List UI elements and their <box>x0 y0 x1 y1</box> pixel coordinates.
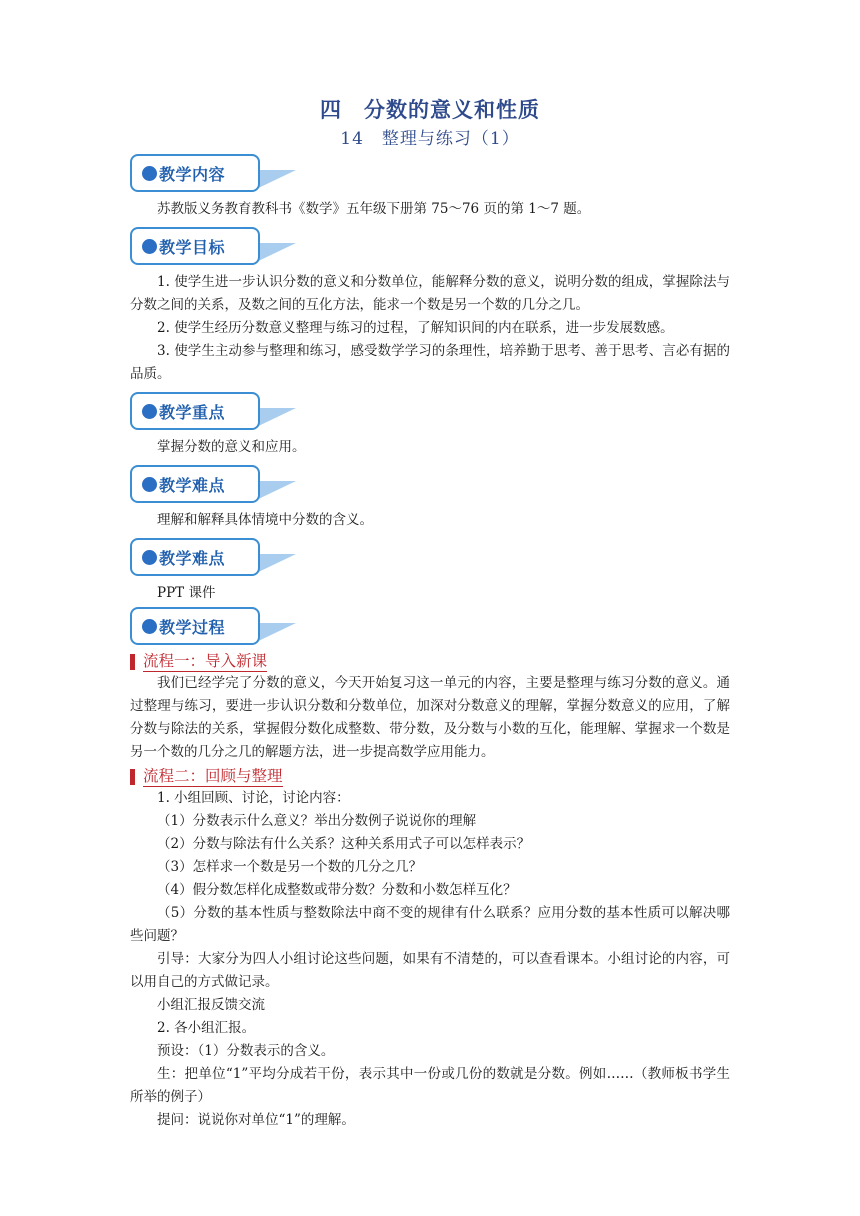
bullet-dot-icon <box>142 166 157 181</box>
flow2-paragraph: 1. 小组回顾、讨论，讨论内容： <box>157 790 350 806</box>
section-header-content <box>130 154 300 194</box>
goal-item: 1. 使学生进一步认识分数的意义和分数单位，能解释分数的意义，说明分数的组成，掌握除法与分数之间的关系，及数之间的互化方法，能求一个数是另一个数的几分之几。 <box>130 274 730 313</box>
section-label: 教学重点 <box>159 402 226 422</box>
lesson-title: 14 整理与练习（1） <box>340 129 520 149</box>
flow2-paragraph: 2. 各小组汇报。 <box>157 1020 256 1036</box>
section-header-key-points <box>130 392 300 432</box>
flow-heading-1 <box>130 651 730 672</box>
key-points-text: 掌握分数的意义和应用。 <box>157 439 306 455</box>
flow-bar-icon <box>130 654 135 670</box>
section-header-process <box>130 607 300 647</box>
flow2-paragraph: 小组汇报反馈交流 <box>157 997 265 1013</box>
flow2-paragraph: （1）分数表示什么意义？举出分数例子说说你的理解 <box>157 813 477 829</box>
flow-heading-text: 流程一：导入新课 <box>143 652 268 670</box>
flow2-paragraph: （3）怎样求一个数是另一个数的几分之几？ <box>157 859 423 875</box>
goal-item: 2. 使学生经历分数意义整理与练习的过程，了解知识间的内在联系，进一步发展数感。 <box>157 320 674 336</box>
flow2-paragraph: 引导：大家分为四人小组讨论这些问题，如果有不清楚的，可以查看课本。小组讨论的内容，可以用自己的方式做记录。 <box>130 951 730 990</box>
goal-item: 3. 使学生主动参与整理和练习，感受数学学习的条理性，培养勤于思考、善于思考、言必有据的品质。 <box>130 343 730 382</box>
section-label: 教学目标 <box>159 237 226 257</box>
flow-heading-text: 流程二：回顾与整理 <box>143 767 283 785</box>
chapter-title: 四 分数的意义和性质 <box>320 98 540 122</box>
content-text: 苏教版义务教育教科书《数学》五年级下册第 75～76 页的第 1～7 题。 <box>157 201 591 217</box>
bullet-dot-icon <box>142 619 157 634</box>
section-label: 教学内容 <box>159 164 226 184</box>
difficulties-text: 理解和解释具体情境中分数的含义。 <box>157 512 373 528</box>
section-tab <box>130 392 260 430</box>
lesson-plan-page <box>130 90 730 1132</box>
bullet-dot-icon <box>142 550 157 565</box>
flow2-paragraph: 提问：说说你对单位“1”的理解。 <box>157 1112 355 1128</box>
section-label: 教学过程 <box>159 617 226 637</box>
section-tab <box>130 607 260 645</box>
flow-heading-2 <box>130 766 730 787</box>
materials-text: PPT 课件 <box>157 585 216 601</box>
flow2-paragraph: （2）分数与除法有什么关系？这种关系用式子可以怎样表示？ <box>157 836 531 852</box>
flow2-paragraph: 预设：（1）分数表示的含义。 <box>157 1043 335 1059</box>
flow1-text: 我们已经学完了分数的意义，今天开始复习这一单元的内容，主要是整理与练习分数的意义。通过整理与练习，要进一步认识分数和分数单位，加深对分数意义的理解，掌握分数意义的应用，了解分数与除法的关系，掌握假分数化成整数、带分数，及分数与小数的互化，能理解、掌握求一个数是另一个数的几分之几的解题方法，进一步提高数学应用能力。 <box>130 675 730 760</box>
section-header-goals <box>130 227 300 267</box>
section-label: 教学难点 <box>159 548 226 568</box>
section-header-difficulties <box>130 465 300 505</box>
flow-bar-icon <box>130 769 135 785</box>
section-tab <box>130 538 260 576</box>
bullet-dot-icon <box>142 477 157 492</box>
section-label: 教学难点 <box>159 475 226 495</box>
flow2-paragraph: （5）分数的基本性质与整数除法中商不变的规律有什么联系？应用分数的基本性质可以解决哪些问题？ <box>130 905 730 944</box>
section-tab <box>130 154 260 192</box>
section-tab <box>130 227 260 265</box>
bullet-dot-icon <box>142 404 157 419</box>
bullet-dot-icon <box>142 239 157 254</box>
flow2-paragraph: （4）假分数怎样化成整数或带分数？分数和小数怎样互化？ <box>157 882 517 898</box>
section-header-materials <box>130 538 300 578</box>
section-tab <box>130 465 260 503</box>
flow2-paragraph: 生：把单位“1”平均分成若干份，表示其中一份或几份的数就是分数。例如……（教师板书学生所举的例子） <box>130 1066 730 1105</box>
